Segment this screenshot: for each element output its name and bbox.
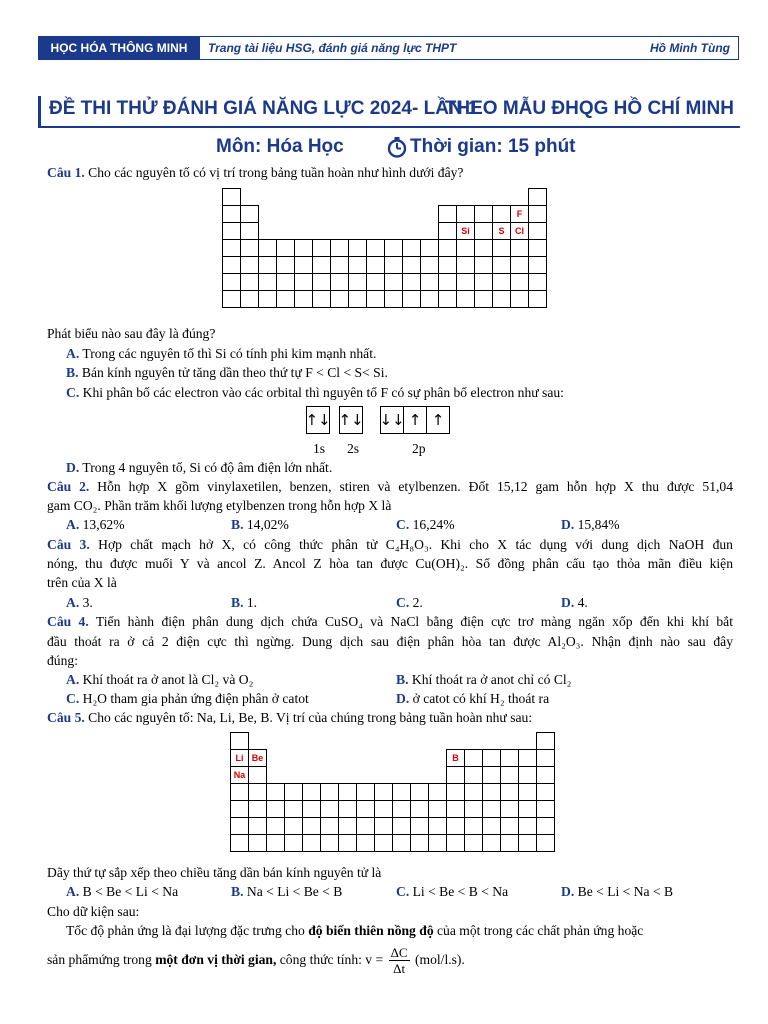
q1-label: Câu 1.: [47, 165, 85, 180]
cell-S: S: [493, 223, 511, 240]
orbital-1s: ↑↓: [306, 406, 330, 434]
q5-option-b[interactable]: B. Na < Li < Be < B: [231, 884, 343, 899]
q5-periodic-table: [230, 732, 555, 852]
title-left: ĐỀ THI THỬ ĐÁNH GIÁ NĂNG LỰC 2024- LẦN 1: [49, 98, 479, 119]
orbital-label-2s: 2s: [347, 441, 360, 456]
q3-option-c[interactable]: C. 2.: [396, 595, 423, 610]
q2-option-c[interactable]: C. 16,24%: [396, 517, 455, 532]
q1-text: Cho các nguyên tố có vị trí trong bảng tuần hoàn như hình dưới đây?: [84, 165, 464, 180]
orbital-label-2p: 2p: [412, 441, 426, 456]
q5-prompt: Dãy thứ tự sắp xếp theo chiều tăng dần bán kính nguyên tử là: [47, 865, 382, 880]
q1-periodic-table: [222, 188, 547, 308]
q1-option-b[interactable]: B. Bán kính nguyên tử tăng dần theo thứ tự F < Cl < S< Si.: [66, 365, 388, 380]
q3-option-b[interactable]: B. 1.: [231, 595, 258, 610]
q1-option-c[interactable]: C. Khi phân bố các electron vào các orbital thì nguyên tố F có sự phân bố electron như sau:: [66, 385, 564, 400]
q4-option-b[interactable]: B. Khí thoát ra ở anot chỉ có Cl₂: [396, 672, 572, 687]
cell-Cl: Cl: [511, 223, 529, 240]
q1-prompt: Phát biểu nào sau đây là đúng?: [47, 326, 216, 341]
q2-stem-line1: Câu 2. Hỗn hợp X gồm vinylaxetilen, benzen, stiren và etylbenzen. Đốt 15,12 gam hỗn hợp X thu được 51,04: [47, 479, 733, 494]
orbital-label-1s: 1s: [313, 441, 326, 456]
data-intro-line1: Tốc độ phản ứng là đại lượng đặc trưng cho độ biến thiên nồng độ của một trong các chất phản ứng hoặc: [66, 923, 644, 938]
cell-Na: Na: [231, 767, 249, 784]
q5-option-a[interactable]: A. B < Be < Li < Na: [66, 884, 179, 899]
time-label: Thời gian: 15 phút: [410, 136, 576, 157]
cell-F: F: [511, 206, 529, 223]
orbital-2s: ↑↓: [339, 406, 363, 434]
q5-option-d[interactable]: D. Be < Li < Na < B: [561, 884, 674, 899]
q5-option-c[interactable]: C. Li < Be < B < Na: [396, 884, 509, 899]
cell-Be: Be: [249, 750, 267, 767]
time-block: [386, 136, 576, 158]
rate-fraction: $\frac{\Delta C}{\Delta t}$: [390, 945, 408, 977]
q1-option-d[interactable]: D. Trong 4 nguyên tố, Si có độ âm điện lớn nhất.: [66, 460, 333, 475]
q5-stem: Câu 5. Cho các nguyên tố: Na, Li, Be, B. Vị trí của chúng trong bảng tuần hoàn như sau:: [47, 710, 533, 725]
data-intro-line2: sản phẩmứng trong một đơn vị thời gian, công thức tính: v = $\frac{\Delta C}{\Delta t}$ (mol/l.s).: [47, 945, 465, 977]
exam-title: [38, 96, 740, 128]
q3-stem-line3: trên của X là: [47, 575, 117, 590]
subject-label: Môn: Hóa Học: [216, 136, 344, 157]
q4-stem-line3: đúng:: [47, 653, 78, 668]
q1-stem: [47, 164, 463, 182]
q4-option-d[interactable]: D. ở catot có khí H₂ thoát ra: [396, 691, 550, 706]
data-intro-label: Cho dữ kiện sau:: [47, 904, 140, 919]
q4-stem-line2: đầu thoát ra ở cả 2 điện cực thì ngừng. Dung dịch sau điện phân hòa tan được Al₂O₃. Nhận định nào sau đây: [47, 634, 733, 649]
q3-option-d[interactable]: D. 4.: [561, 595, 588, 610]
q4-option-c[interactable]: C. H₂O tham gia phản ứng điện phân ở catot: [66, 691, 309, 706]
orbital-2p: ↓↓ ↑ ↑: [380, 406, 450, 434]
q4-option-a[interactable]: A. Khí thoát ra ở anot là Cl₂ và O₂: [66, 672, 254, 687]
header-brand: HỌC HÓA THÔNG MINH: [39, 37, 199, 59]
q4-stem-line1: Câu 4. Tiến hành điện phân dung dịch chứa CuSO₄ và NaCl bằng điện cực trơ màng ngăn xốp đến khi khí bắt: [47, 614, 733, 629]
q2-stem-line2: gam CO₂. Phần trăm khối lượng etylbenzen trong hỗn hợp X là: [47, 498, 392, 513]
cell-Si: Si: [457, 223, 475, 240]
title-right: THEO MẪU ĐHQG HỒ CHÍ MINH: [444, 98, 734, 119]
cell-B: B: [447, 750, 465, 767]
header-bar: [38, 36, 739, 60]
header-author: Hồ Minh Tùng: [650, 41, 730, 55]
q2-option-d[interactable]: D. 15,84%: [561, 517, 620, 532]
q3-stem-line2: nóng, thu được muối Y và ancol Z. Ancol Z hòa tan được Cu(OH)₂. Số đồng phân cấu tạo thỏa mãn điều kiện: [47, 556, 733, 571]
q1-option-a[interactable]: A. Trong các nguyên tố thì Si có tính phi kim mạnh nhất.: [66, 346, 377, 361]
q2-option-b[interactable]: B. 14,02%: [231, 517, 289, 532]
q2-option-a[interactable]: A. 13,62%: [66, 517, 125, 532]
stopwatch-icon: [386, 136, 408, 158]
header-subtitle: Trang tài liệu HSG, đánh giá năng lực THPT: [199, 37, 642, 59]
q3-stem-line1: Câu 3. Hợp chất mạch hở X, có công thức phân tử C₄H₈O₃. Khi cho X tác dụng với dung dịch NaOH đun: [47, 537, 733, 552]
cell-Li: Li: [231, 750, 249, 767]
q3-option-a[interactable]: A. 3.: [66, 595, 93, 610]
